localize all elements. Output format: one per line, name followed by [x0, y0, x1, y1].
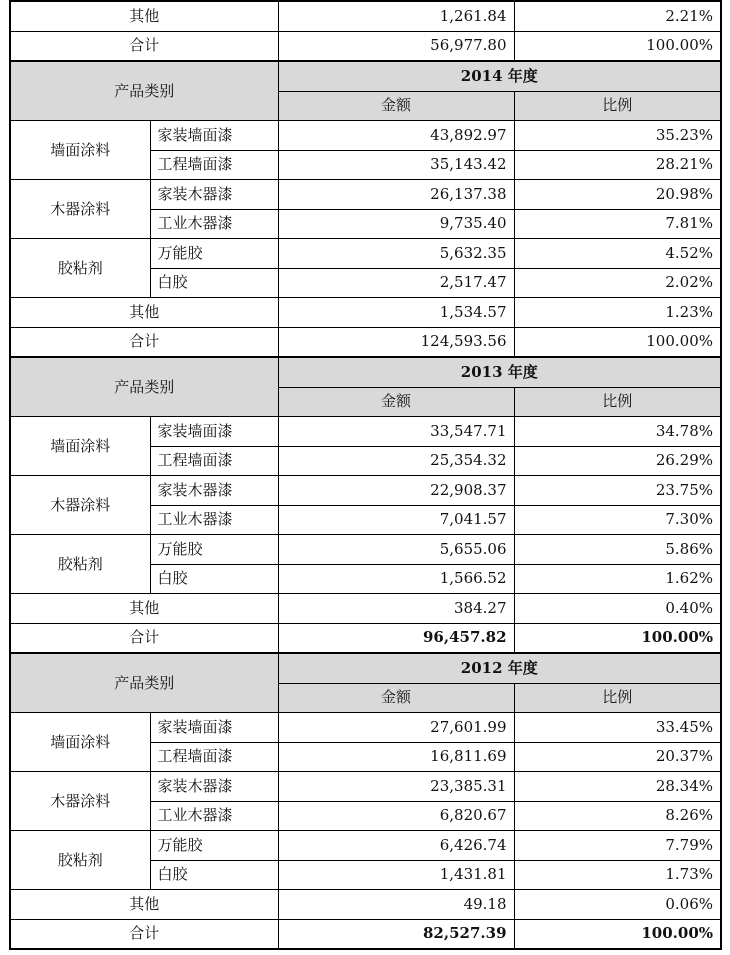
section-header-row [10, 357, 721, 387]
ratio-cell: 28.21% [514, 150, 721, 180]
table-row-other [10, 890, 721, 920]
amount-cell: 26,137.38 [278, 180, 514, 210]
table-row-total [10, 31, 721, 61]
ratio-header: 比例 [514, 683, 721, 713]
table-row [10, 831, 721, 861]
amount-cell: 5,655.06 [278, 535, 514, 565]
amount-cell: 6,426.74 [278, 831, 514, 861]
amount-cell: 27,601.99 [278, 713, 514, 743]
amount-header: 金额 [278, 683, 514, 713]
amount-cell: 35,143.42 [278, 150, 514, 180]
ratio-cell: 23.75% [514, 476, 721, 506]
ratio-cell: 35.23% [514, 121, 721, 151]
row-label: 合计 [10, 327, 278, 357]
table-row [10, 121, 721, 151]
sub-label: 家装墙面漆 [150, 417, 278, 447]
ratio-cell: 34.78% [514, 417, 721, 447]
amount-cell: 43,892.97 [278, 121, 514, 151]
sub-label: 白胶 [150, 860, 278, 890]
amount-header: 金额 [278, 91, 514, 121]
sub-label: 万能胶 [150, 831, 278, 861]
amount-cell: 16,811.69 [278, 742, 514, 772]
amount-cell: 1,566.52 [278, 564, 514, 594]
table-row [10, 535, 721, 565]
row-label: 其他 [10, 890, 278, 920]
table-row [10, 180, 721, 210]
ratio-header: 比例 [514, 91, 721, 121]
sub-label: 万能胶 [150, 535, 278, 565]
year-header: 2014 年度 [278, 61, 721, 91]
sub-label: 家装木器漆 [150, 180, 278, 210]
amount-cell: 33,547.71 [278, 417, 514, 447]
table-row-other [10, 1, 721, 31]
sub-label: 家装木器漆 [150, 476, 278, 506]
year-header: 2012 年度 [278, 653, 721, 683]
section-header-row [10, 653, 721, 683]
table-row-total [10, 327, 721, 357]
ratio-header: 比例 [514, 387, 721, 417]
table-row [10, 417, 721, 447]
group-label: 胶粘剂 [10, 239, 150, 298]
sub-label: 家装墙面漆 [150, 713, 278, 743]
ratio-cell: 7.81% [514, 209, 721, 239]
table-row-total [10, 919, 721, 949]
group-label: 墙面涂料 [10, 713, 150, 772]
ratio-cell: 33.45% [514, 713, 721, 743]
ratio-cell: 0.40% [514, 594, 721, 624]
table-row [10, 239, 721, 269]
ratio-cell: 1.73% [514, 860, 721, 890]
ratio-cell: 20.37% [514, 742, 721, 772]
amount-cell: 5,632.35 [278, 239, 514, 269]
category-header: 产品类别 [10, 653, 278, 713]
sub-label: 白胶 [150, 564, 278, 594]
ratio-cell: 100.00% [514, 919, 721, 949]
row-label: 合计 [10, 623, 278, 653]
ratio-cell: 1.23% [514, 298, 721, 328]
sub-label: 家装墙面漆 [150, 121, 278, 151]
amount-cell: 1,261.84 [278, 1, 514, 31]
ratio-cell: 100.00% [514, 31, 721, 61]
group-label: 墙面涂料 [10, 121, 150, 180]
section-header-row [10, 61, 721, 91]
table-row-total [10, 623, 721, 653]
table-row-other [10, 298, 721, 328]
ratio-cell: 2.21% [514, 1, 721, 31]
sub-label: 工程墙面漆 [150, 150, 278, 180]
sub-label: 万能胶 [150, 239, 278, 269]
group-label: 胶粘剂 [10, 831, 150, 890]
row-label: 合计 [10, 919, 278, 949]
row-label: 其他 [10, 1, 278, 31]
ratio-cell: 100.00% [514, 623, 721, 653]
amount-cell: 22,908.37 [278, 476, 514, 506]
table-row [10, 772, 721, 802]
group-label: 胶粘剂 [10, 535, 150, 594]
group-label: 木器涂料 [10, 476, 150, 535]
ratio-cell: 26.29% [514, 446, 721, 476]
sub-label: 工程墙面漆 [150, 742, 278, 772]
row-label: 其他 [10, 298, 278, 328]
group-label: 墙面涂料 [10, 417, 150, 476]
amount-cell: 23,385.31 [278, 772, 514, 802]
ratio-cell: 5.86% [514, 535, 721, 565]
category-header: 产品类别 [10, 61, 278, 121]
sub-label: 工业木器漆 [150, 801, 278, 831]
amount-cell: 82,527.39 [278, 919, 514, 949]
amount-cell: 2,517.47 [278, 268, 514, 298]
amount-cell: 1,534.57 [278, 298, 514, 328]
amount-cell: 7,041.57 [278, 505, 514, 535]
revenue-by-product-table [9, 0, 722, 950]
ratio-cell: 20.98% [514, 180, 721, 210]
table-row [10, 476, 721, 506]
sub-label: 工业木器漆 [150, 505, 278, 535]
row-label: 其他 [10, 594, 278, 624]
group-label: 木器涂料 [10, 180, 150, 239]
ratio-cell: 7.79% [514, 831, 721, 861]
amount-cell: 124,593.56 [278, 327, 514, 357]
table-row-other [10, 594, 721, 624]
row-label: 合计 [10, 31, 278, 61]
category-header: 产品类别 [10, 357, 278, 417]
table-row [10, 713, 721, 743]
sub-label: 工业木器漆 [150, 209, 278, 239]
ratio-cell: 7.30% [514, 505, 721, 535]
ratio-cell: 28.34% [514, 772, 721, 802]
amount-header: 金额 [278, 387, 514, 417]
ratio-cell: 2.02% [514, 268, 721, 298]
group-label: 木器涂料 [10, 772, 150, 831]
amount-cell: 25,354.32 [278, 446, 514, 476]
amount-cell: 9,735.40 [278, 209, 514, 239]
amount-cell: 1,431.81 [278, 860, 514, 890]
amount-cell: 96,457.82 [278, 623, 514, 653]
sub-label: 白胶 [150, 268, 278, 298]
ratio-cell: 0.06% [514, 890, 721, 920]
ratio-cell: 4.52% [514, 239, 721, 269]
sub-label: 工程墙面漆 [150, 446, 278, 476]
sub-label: 家装木器漆 [150, 772, 278, 802]
year-header: 2013 年度 [278, 357, 721, 387]
amount-cell: 6,820.67 [278, 801, 514, 831]
amount-cell: 49.18 [278, 890, 514, 920]
ratio-cell: 8.26% [514, 801, 721, 831]
amount-cell: 384.27 [278, 594, 514, 624]
ratio-cell: 100.00% [514, 327, 721, 357]
amount-cell: 56,977.80 [278, 31, 514, 61]
ratio-cell: 1.62% [514, 564, 721, 594]
